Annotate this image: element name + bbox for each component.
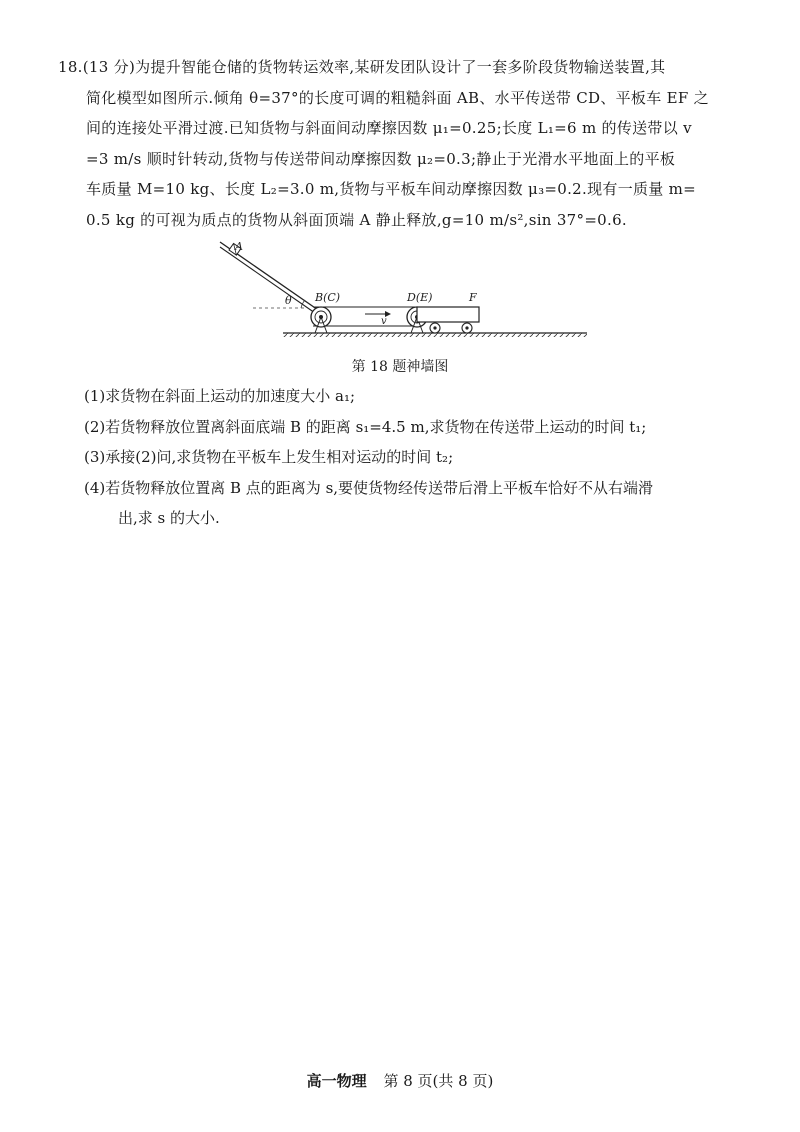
- ground: [283, 333, 587, 337]
- problem-line-2: 简化模型如图所示.倾角 θ=37°的长度可调的粗糙斜面 AB、水平传送带 CD、平板车 EF 之: [86, 88, 709, 107]
- problem-line-6: 0.5 kg 的可视为质点的货物从斜面顶端 A 静止释放,g=10 m/s²,sin 37°=0.6.: [86, 210, 628, 229]
- footer-subject: 高一物理: [306, 1072, 367, 1090]
- figure-diagram: [215, 238, 595, 348]
- footer-page-number: 第 8 页(共 8 页): [383, 1072, 494, 1090]
- label-a: A: [235, 240, 243, 253]
- flat-cart: [417, 307, 479, 333]
- figure-caption: 第 18 题神墙图: [351, 359, 449, 375]
- question-3: (3)承接(2)问,求货物在平板车上发生相对运动的时间 t₂;: [84, 448, 454, 466]
- question-1: (1)求货物在斜面上运动的加速度大小 a₁;: [84, 387, 356, 405]
- label-de: D(E): [407, 291, 433, 304]
- page-footer: [0, 1070, 800, 1091]
- problem-figure: [215, 238, 595, 348]
- question-2: (2)若货物释放位置离斜面底端 B 的距离 s₁=4.5 m,求货物在传送带上运动的时间 t₁;: [84, 417, 647, 436]
- question-4-line-2: 出,求 s 的大小.: [118, 509, 220, 527]
- velocity-arrow: [365, 311, 391, 317]
- label-bc: B(C): [315, 291, 341, 304]
- label-f: F: [469, 291, 477, 304]
- problem-line-1: 18.(13 分)为提升智能仓储的货物转运效率,某研发团队设计了一套多阶段货物输送装置,其: [58, 58, 666, 76]
- problem-line-4: =3 m/s 顺时针转动,货物与传送带间动摩擦因数 μ₂=0.3;静止于光滑水平地面上的平板: [86, 149, 676, 168]
- problem-line-5: 车质量 M=10 kg、长度 L₂=3.0 m,货物与平板车间动摩擦因数 μ₃=0.2.现有一质量 m=: [86, 180, 697, 198]
- label-theta: θ: [285, 294, 292, 307]
- label-v: v: [381, 316, 387, 327]
- sub-questions: [84, 381, 764, 534]
- question-4-line-1: (4)若货物释放位置离 B 点的距离为 s,要使货物经传送带后滑上平板车恰好不从右端滑: [84, 478, 654, 497]
- problem-line-3: 间的连接处平滑过渡.已知货物与斜面间动摩擦因数 μ₁=0.25;长度 L₁=6 m 的传送带以 v: [86, 119, 692, 137]
- roller-b: [311, 307, 331, 333]
- problem-statement: [58, 52, 758, 235]
